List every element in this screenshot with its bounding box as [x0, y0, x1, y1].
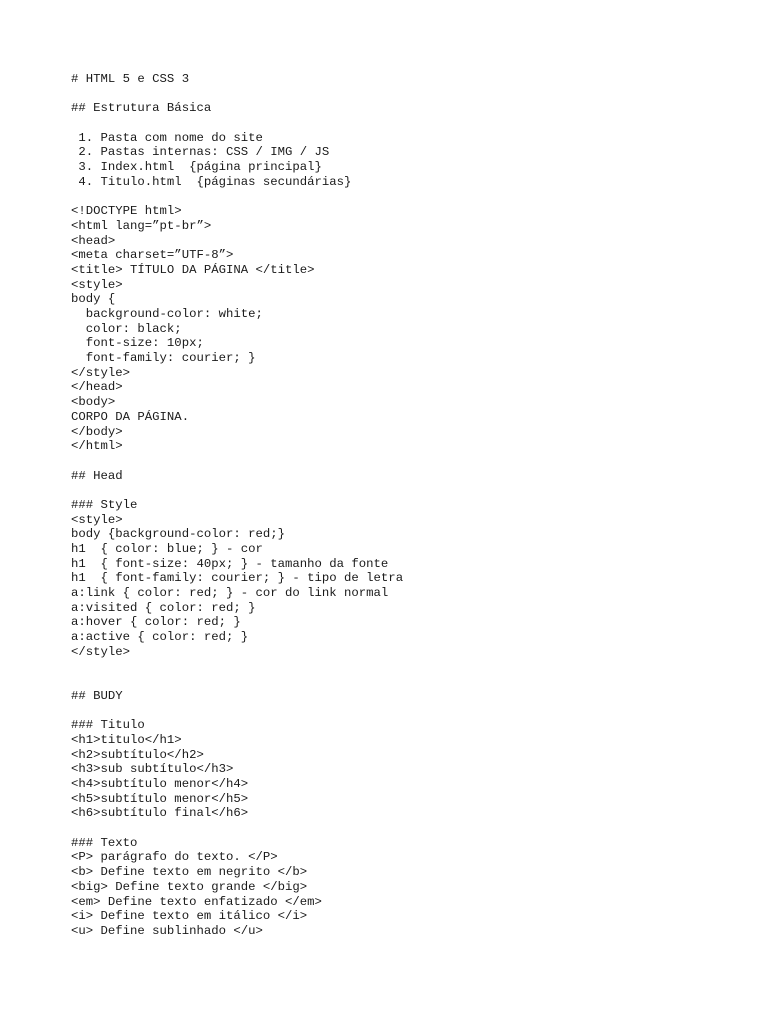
document-line: body {background-color: red;} [71, 527, 286, 542]
document-line: <h1>titulo</h1> [71, 732, 182, 747]
document-line: a:link { color: red; } - cor do link normal [71, 586, 389, 601]
document-line: # HTML 5 e CSS 3 [71, 72, 190, 86]
document-line: <html lang=”pt-br”> [71, 218, 212, 233]
document-line: </style> [71, 365, 131, 380]
document-line: color: black; [71, 321, 182, 336]
document-line: </style> [71, 644, 131, 659]
document-line: </body> [71, 424, 123, 439]
document-line: font-size: 10px; [71, 336, 204, 351]
document-line [71, 87, 751, 102]
document-line: ## Estrutura Básica [71, 101, 212, 116]
document-line: <P> parágrafo do texto. </P> [71, 850, 278, 865]
document-line: 4. Titulo.html {páginas secundárias} [71, 174, 352, 189]
document-line: h1 { font-size: 40px; } - tamanho da fonte [71, 556, 389, 571]
document-line [71, 190, 751, 205]
document-line: ## BUDY [71, 688, 123, 703]
document-line: <h4>subtítulo menor</h4> [71, 777, 249, 791]
document-line: <title> TÍTULO DA PÁGINA </title> [71, 262, 315, 277]
document-line: <b> Define texto em negrito </b> [71, 865, 308, 880]
document-line: <body> [71, 395, 116, 410]
document-line: ## Head [71, 468, 123, 483]
document-line: 3. Index.html {página principal} [71, 160, 322, 175]
document-line: CORPO DA PÁGINA. [71, 409, 190, 424]
document-line: <head> [71, 233, 116, 248]
document-line: h1 { color: blue; } - cor [71, 542, 263, 556]
document-line: a:visited { color: red; } [71, 600, 256, 615]
document-line: ### Style [71, 497, 138, 512]
document-line: <big> Define texto grande </big> [71, 879, 308, 894]
document-line: <i> Define texto em itálico </i> [71, 909, 308, 924]
document-line: </head> [71, 380, 123, 395]
document-line: <!DOCTYPE html> [71, 204, 182, 219]
document-line [71, 674, 751, 689]
document-line: <h6>subtítulo final</h6> [71, 806, 249, 821]
document-line: <h5>subtítulo menor</h5> [71, 791, 249, 806]
document-line [71, 483, 751, 498]
document-line: background-color: white; [71, 307, 263, 321]
document-line: <style> [71, 277, 123, 292]
document-line: body { [71, 292, 116, 307]
document-line [71, 454, 751, 469]
document-line: <style> [71, 512, 123, 527]
document-line: </html> [71, 439, 123, 454]
document-line: 2. Pastas internas: CSS / IMG / JS [71, 145, 330, 160]
document-line: a:active { color: red; } [71, 630, 249, 645]
document-line: ### Texto [71, 835, 138, 850]
document-line: <u> Define sublinhado </u> [71, 923, 263, 938]
document-line [71, 116, 751, 131]
document-line [71, 660, 751, 675]
document-line: <meta charset=”UTF-8”> [71, 248, 234, 263]
document-line: <h2>subtítulo</h2> [71, 747, 204, 762]
document-line: h1 { font-family: courier; } - tipo de letra [71, 571, 404, 586]
document-line: font-family: courier; } [71, 351, 256, 366]
document-line [71, 704, 751, 719]
document-line: a:hover { color: red; } [71, 615, 241, 630]
document-page [71, 72, 751, 939]
document-line [71, 821, 751, 836]
document-line: <h3>sub subtítulo</h3> [71, 762, 234, 777]
document-line: 1. Pasta com nome do site [71, 130, 263, 145]
document-line: <em> Define texto enfatizado </em> [71, 894, 322, 909]
document-line: ### Titulo [71, 718, 145, 733]
